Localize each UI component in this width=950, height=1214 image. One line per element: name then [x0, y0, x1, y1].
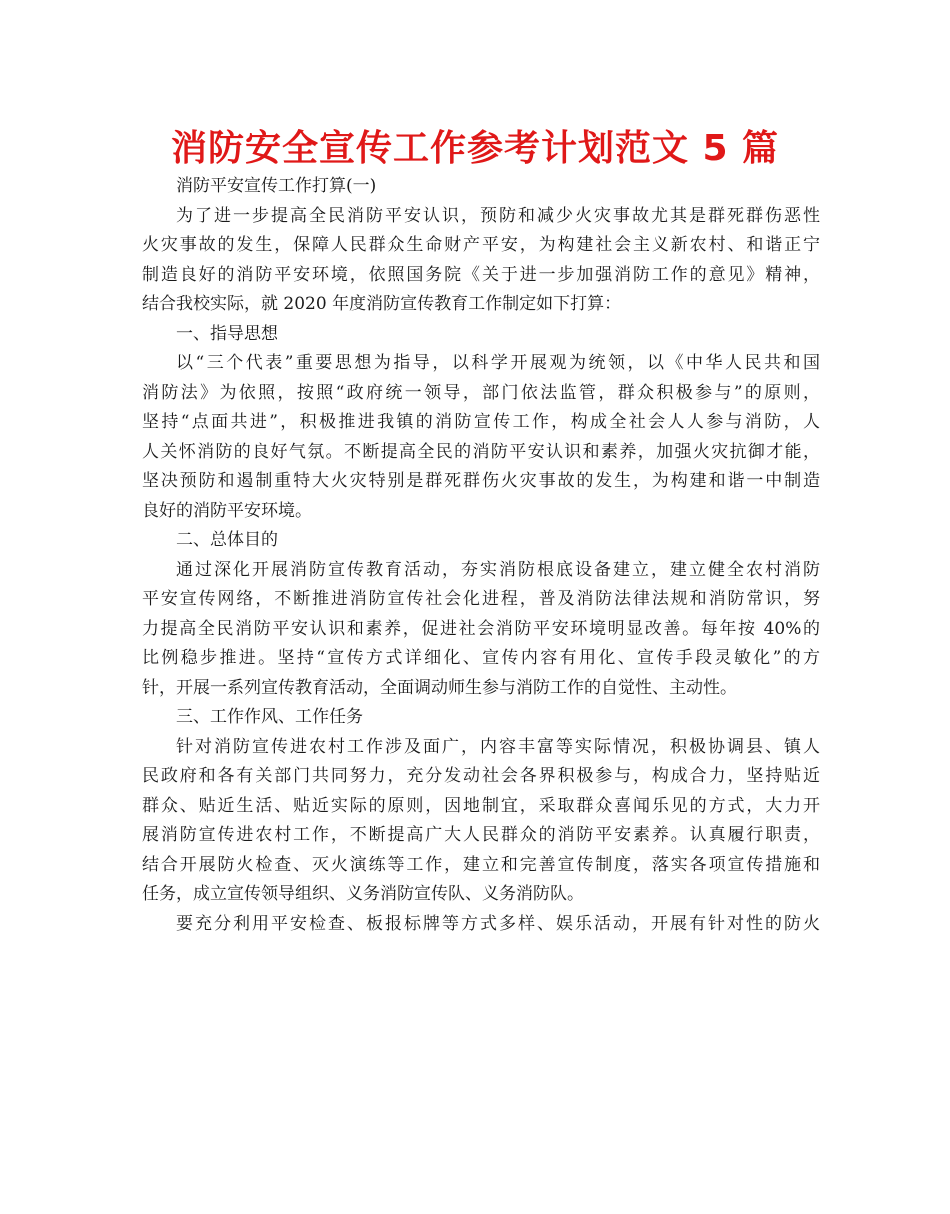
- paragraph-line: 民政府和各有关部门共同努力，充分发动社会各界积极参与，构成合力，坚持贴近: [142, 766, 820, 786]
- paragraph-line: 比例稳步推进。坚持“宣传方式详细化、宣传内容有用化、宣传手段灵敏化”的方: [142, 648, 820, 668]
- paragraph-line: 结合开展防火检查、灭火演练等工作，建立和完善宣传制度，落实各项宣传措施和: [142, 854, 820, 875]
- paragraph-line: 任务，成立宣传领导组织、义务消防宣传队、义务消防队。: [142, 884, 584, 904]
- paragraph-line: 消防法》为依照，按照“政府统一领导，部门依法监管，群众积极参与”的原则，: [142, 382, 820, 403]
- document-title: 消防安全宣传工作参考计划范文 5 篇: [170, 128, 780, 169]
- paragraph-line: 力提高全民消防平安认识和素养，促进社会消防平安环境明显改善。每年按 40%的: [142, 618, 820, 639]
- paragraph-line: 制造良好的消防平安环境，依照国务院《关于进一步加强消防工作的意见》精神，: [142, 264, 820, 285]
- paragraph-line: 坚持“点面共进”，积极推进我镇的消防宣传工作，构成全社会人人参与消防，人: [142, 412, 820, 432]
- paragraph-line: 要充分利用平安检查、板报标牌等方式多样、娱乐活动，开展有针对性的防火: [176, 913, 820, 934]
- paragraph-line: 平安宣传网络，不断推进消防宣传社会化进程，普及消防法律法规和消防常识，努: [142, 589, 820, 609]
- paragraph-line: 展消防宣传进农村工作，不断提高广大人民群众的消防平安素养。认真履行职责，: [142, 825, 820, 845]
- document-subtitle: 消防平安宣传工作打算(一): [176, 176, 377, 196]
- paragraph-line: 火灾事故的发生，保障人民群众生命财产平安，为构建社会主义新农村、和谐正宁: [142, 235, 820, 255]
- paragraph-line: 良好的消防平安环境。: [142, 500, 312, 521]
- paragraph-line: 以“三个代表”重要思想为指导，以科学开展观为统领，以《中华人民共和国: [176, 353, 820, 373]
- section-heading-2: 二、总体目的: [176, 530, 278, 550]
- paragraph-line: 结合我校实际，就 2020 年度消防宣传教育工作制定如下打算：: [142, 294, 622, 314]
- section-heading-1: 一、指导思想: [176, 323, 278, 344]
- paragraph-line: 群众、贴近生活、贴近实际的原则，因地制宜，采取群众喜闻乐见的方式，大力开: [142, 795, 820, 816]
- document-body: [142, 172, 820, 939]
- paragraph-line: 通过深化开展消防宣传教育活动，夯实消防根底设备建立，建立健全农村消防: [176, 559, 820, 580]
- paragraph-line: 为了进一步提高全民消防平安认识，预防和减少火灾事故尤其是群死群伤恶性: [176, 205, 820, 226]
- paragraph-line: 坚决预防和遏制重特大火灾特别是群死群伤火灾事故的发生，为构建和谐一中制造: [142, 471, 820, 491]
- paragraph-line: 针，开展一系列宣传教育活动，全面调动师生参与消防工作的自觉性、主动性。: [142, 677, 737, 698]
- section-heading-3: 三、工作作风、工作任务: [176, 707, 363, 727]
- paragraph-line: 人关怀消防的良好气氛。不断提高全民的消防平安认识和素养，加强火灾抗御才能，: [142, 441, 820, 462]
- paragraph-line: 针对消防宣传进农村工作涉及面广，内容丰富等实际情况，积极协调县、镇人: [176, 736, 820, 757]
